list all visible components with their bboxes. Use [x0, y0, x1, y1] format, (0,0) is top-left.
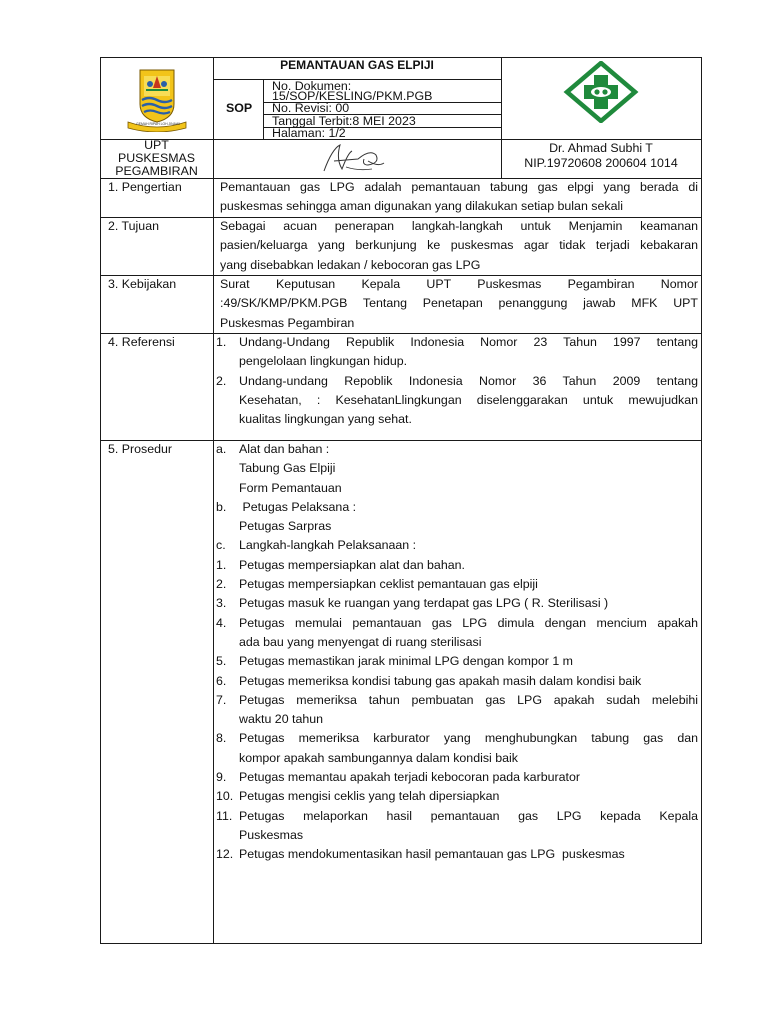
step-text: Petugas melaporkan hasil pemantauan gas LPG kepada Kepala	[239, 808, 698, 823]
step-4-cont	[216, 633, 698, 652]
referensi-1-line-1: Undang-Undang Republik Indonesia Nomor 23 Tahun 1997 tentang	[239, 335, 698, 349]
step-num: 12.	[216, 847, 234, 862]
step-text: Petugas masuk ke ruangan yang terdapat gas LPG ( R. Sterilisasi )	[239, 596, 609, 611]
pengertian-line-1: Pemantauan gas LPG adalah pemantauan tabung gas elpgi yang berada di	[220, 180, 698, 194]
prosedur-b	[216, 498, 698, 517]
signature	[318, 141, 390, 175]
prosedur-a-num: a.	[216, 442, 227, 456]
step-text: Petugas memeriksa tahun pembuatan gas LPG apakah sudah melebihi	[239, 692, 698, 707]
step-num: 5.	[216, 654, 227, 669]
step-4	[216, 614, 698, 633]
referensi-item-1	[216, 333, 698, 352]
step-num: 7.	[216, 692, 227, 707]
label-kebijakan: 3. Kebijakan	[108, 277, 177, 291]
prosedur-a-item-2	[216, 479, 698, 498]
step-3	[216, 594, 698, 613]
org-line-2: PUSKESMAS	[117, 151, 196, 165]
step-text: Petugas memulai pemantauan gas LPG dimula dengan mencium apakah	[239, 615, 698, 630]
label-tujuan: 2. Tujuan	[108, 219, 159, 233]
step-num: 4.	[216, 615, 227, 630]
step-num: 9.	[216, 770, 227, 785]
referensi-1-line-2: pengelolaan lingkungan hidup.	[239, 354, 408, 369]
prosedur-a-item-2-text: Form Pemantauan	[239, 480, 342, 495]
prosedur-c-text: Langkah-langkah Pelaksanaan :	[239, 538, 417, 553]
step-6	[216, 672, 698, 691]
org-line-3: PEGAMBIRAN	[115, 164, 198, 178]
referensi-item-2	[216, 372, 698, 391]
step-num: 8.	[216, 731, 227, 746]
signer-nip: NIP.19720608 200604 1014	[524, 156, 678, 170]
step-text: Petugas memeriksa karburator yang menghubungkan tabung gas dan	[239, 731, 698, 746]
page-number: Halaman: 1/2	[272, 126, 346, 140]
document-title: PEMANTAUAN GAS ELPIJI	[280, 58, 434, 72]
prosedur-b-item-1	[216, 517, 698, 536]
step-text: Petugas mempersiapkan ceklist pemantauan gas elpiji	[239, 577, 538, 592]
tujuan-content	[220, 217, 698, 275]
prosedur-c-num: c.	[216, 538, 226, 553]
step-text: Petugas mendokumentasikan hasil pemantauan gas LPG puskesmas	[239, 847, 625, 862]
step-7	[216, 691, 698, 710]
step-text: Petugas memantau apakah terjadi kebocoran pada karburator	[239, 770, 580, 785]
issue-date: Tanggal Terbit:8 MEI 2023	[272, 114, 416, 128]
revision-number: No. Revisi: 00	[272, 101, 350, 115]
step-text-cont: waktu 20 tahun	[239, 712, 324, 727]
step-1	[216, 556, 698, 575]
city-logo-motto: GEMAH RIPAH LOH JINAWI	[136, 122, 180, 126]
org-name	[100, 139, 213, 178]
step-7-cont	[216, 710, 698, 729]
step-text-cont: kompor apakah sambungannya dalam kondisi baik	[239, 750, 518, 765]
label-referensi: 4. Referensi	[108, 335, 175, 349]
step-text-cont: Puskesmas	[239, 827, 304, 842]
prosedur-a	[216, 440, 698, 459]
kebijakan-line-3: Puskesmas Pegambiran	[220, 315, 355, 330]
prosedur-b-text: Petugas Pelaksana :	[239, 499, 357, 514]
step-2	[216, 575, 698, 594]
step-text: Petugas memastikan jarak minimal LPG dengan kompor 1 m	[239, 654, 574, 669]
step-num: 2.	[216, 577, 227, 592]
prosedur-b-num: b.	[216, 499, 227, 514]
signer-name: Dr. Ahmad Subhi T	[549, 141, 653, 155]
step-11	[216, 807, 698, 826]
tujuan-line-2: pasien/keluarga yang berkunjung ke puskesmas agar tidak terjadi kebakaran	[220, 238, 698, 253]
doc-number-label: No. Dokumen:	[272, 79, 352, 93]
step-10	[216, 787, 698, 806]
step-text: Petugas mengisi ceklis yang telah dipersiapkan	[239, 789, 500, 804]
prosedur-list	[216, 440, 698, 865]
referensi-2-line-3: kualitas lingkungan yang sehat.	[239, 412, 412, 427]
step-8	[216, 729, 698, 748]
label-prosedur: 5. Prosedur	[108, 442, 173, 456]
referensi-num-1: 1.	[216, 335, 227, 349]
tujuan-line-1: Sebagai acuan penerapan langkah-langkah untuk Menjamin keamanan	[220, 219, 698, 233]
step-text: Petugas mempersiapkan alat dan bahan.	[239, 557, 465, 572]
step-9	[216, 768, 698, 787]
kebijakan-line-2: :49/SK/KMP/PKM.PGB Tentang Penetapan penanggung jawab MFK UPT	[220, 296, 698, 311]
prosedur-b-item-1-text: Petugas Sarpras	[239, 519, 332, 534]
step-num: 1.	[216, 557, 227, 572]
referensi-list	[216, 333, 698, 429]
referensi-2-line-2: Kesehatan, : KesehatanLlingkungan diselenggarakan untuk mewujudkan	[239, 392, 698, 407]
pengertian-line-2: puskesmas sehingga aman digunakan yang dilakukan setiap bulan sekali	[220, 199, 623, 214]
step-12	[216, 845, 698, 864]
step-11-cont	[216, 826, 698, 845]
step-8-cont	[216, 749, 698, 768]
tujuan-line-3: yang disebabkan ledakan / kebocoran gas LPG	[220, 257, 481, 272]
pengertian-content	[220, 178, 698, 217]
sop-label: SOP	[226, 101, 253, 115]
label-pengertian: 1. Pengertian	[108, 180, 182, 194]
doc-number-value: 15/SOP/KESLING/PKM.PGB	[272, 89, 433, 103]
kebijakan-content	[220, 275, 698, 333]
org-line-1: UPT	[144, 138, 169, 152]
prosedur-a-item-1-text: Tabung Gas Elpiji	[239, 461, 336, 476]
step-num: 6.	[216, 673, 227, 688]
prosedur-a-text: Alat dan bahan :	[239, 442, 330, 456]
puskesmas-logo	[563, 61, 639, 123]
step-5	[216, 652, 698, 671]
step-num: 11.	[216, 808, 233, 823]
referensi-2-cont-2	[216, 410, 698, 429]
step-num: 3.	[216, 596, 227, 611]
step-text-cont: ada bau yang menyengat di ruang sterilisasi	[239, 634, 482, 649]
referensi-2-cont-1	[216, 391, 698, 410]
prosedur-c	[216, 536, 698, 555]
step-text: Petugas memeriksa kondisi tabung gas apakah masih dalam kondisi baik	[239, 673, 642, 688]
prosedur-a-item-1	[216, 459, 698, 478]
kebijakan-line-1: Surat Keputusan Kepala UPT Puskesmas Pegambiran Nomor	[220, 277, 698, 291]
referensi-1-cont	[216, 352, 698, 371]
referensi-num-2: 2.	[216, 373, 227, 388]
referensi-2-line-1: Undang-undang Repoblik Indonesia Nomor 36 Tahun 2009 tentang	[239, 373, 698, 388]
step-num: 10.	[216, 789, 234, 804]
